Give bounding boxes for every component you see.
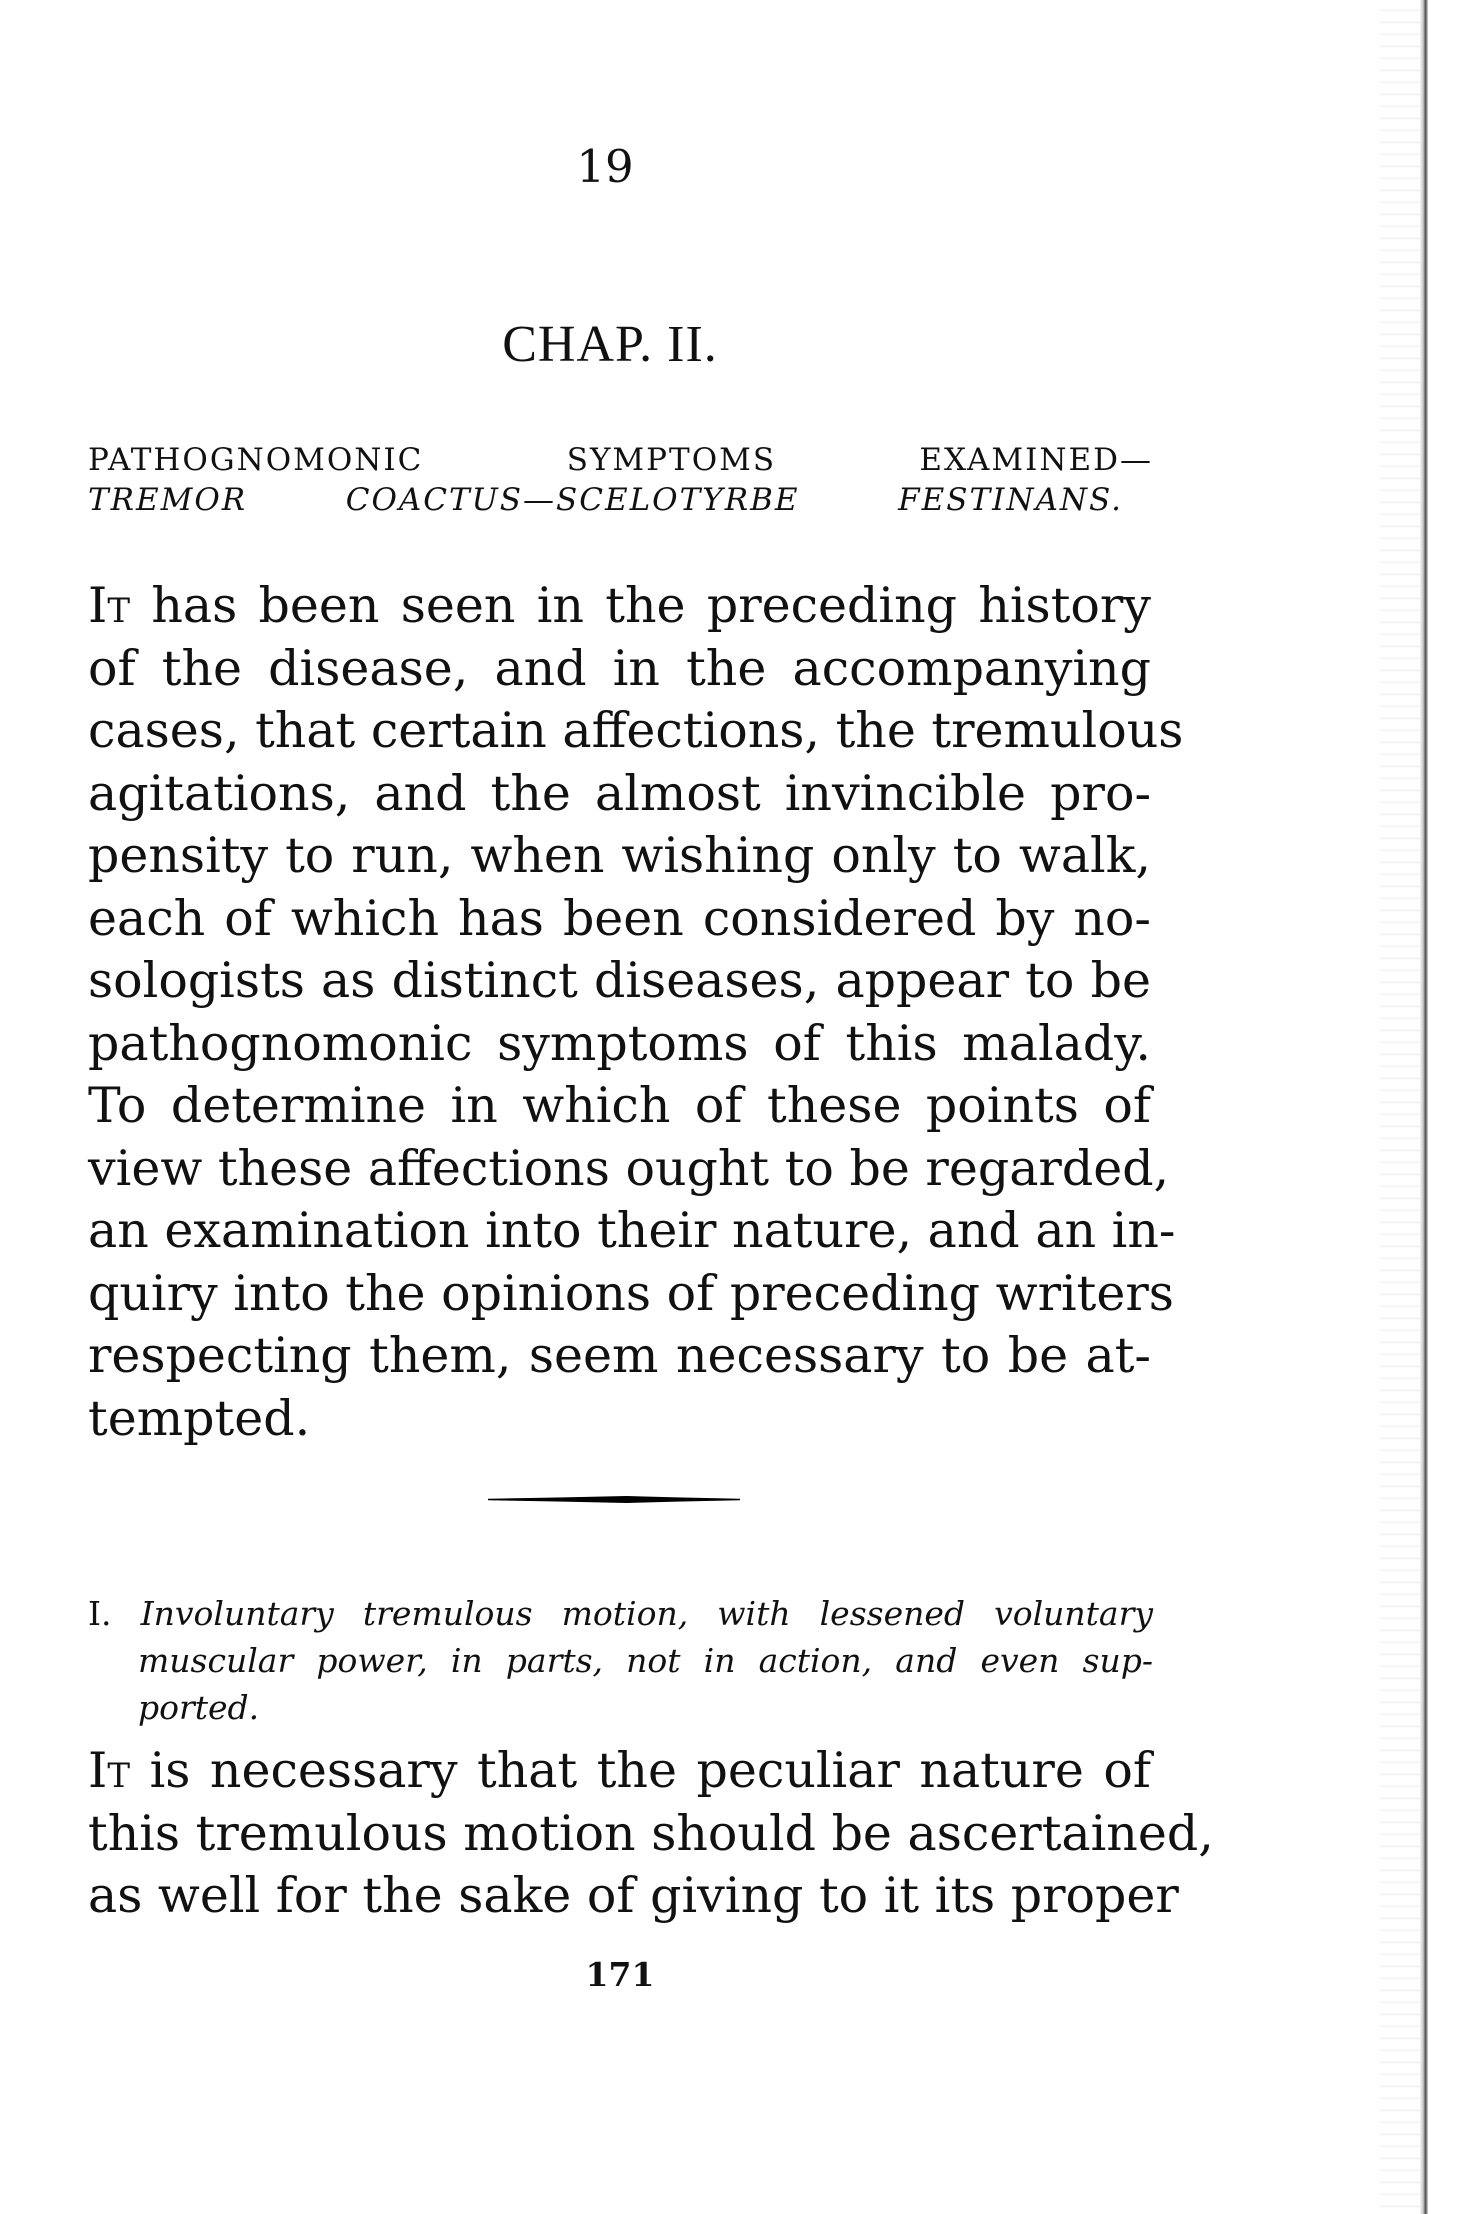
subtitle-word: EXAMINED—: [919, 442, 1153, 478]
subtitle-line-1: [88, 440, 1153, 480]
paragraph-line: this tremulous motion should be ascertained,: [88, 1804, 1214, 1862]
signature-mark: 171: [585, 1955, 655, 1994]
subtitle-word: PATHOGNOMONIC: [88, 442, 424, 478]
page-edge-shadow: [1380, 0, 1420, 2214]
subtitle-word: SYMPTOMS: [566, 442, 777, 478]
paragraph-line: [88, 1740, 1151, 1803]
paragraph-line: of the disease, and in the accompanying: [88, 639, 1151, 697]
paragraph-line: agitations, and the almost invincible pro-: [88, 764, 1151, 822]
paragraph-first-line-rest: has been seen in the preceding history: [130, 577, 1151, 634]
section-heading-line: [88, 1590, 1153, 1637]
paragraph-1: [88, 575, 1184, 1450]
paragraph-line: view these affections ought to be regarded,: [88, 1139, 1170, 1197]
section-number: I.: [88, 1594, 112, 1633]
paragraph-line: as well for the sake of giving to it its proper: [88, 1867, 1179, 1924]
paragraph-line: respecting them, seem necessary to be at-: [88, 1327, 1151, 1384]
paragraph-2: [88, 1740, 1214, 1928]
subtitle-word: TREMOR: [88, 482, 248, 518]
paragraph-lead: It: [88, 1742, 131, 1799]
paragraph-first-line-rest: is necessary that the peculiar nature of: [130, 1742, 1151, 1799]
section-heading-line: muscular power, in parts, not in action, and even sup-: [138, 1641, 1153, 1680]
paragraph-lead: It: [88, 577, 131, 634]
paragraph-line: quiry into the opinions of preceding writers: [88, 1264, 1174, 1322]
page-edge: [1420, 0, 1428, 2214]
chapter-title: CHAP. II.: [502, 316, 718, 373]
paragraph-line: each of which has been considered by no-: [88, 889, 1151, 947]
paragraph-line: pensity to run, when wishing only to walk,: [88, 827, 1151, 884]
section-heading: [88, 1590, 1153, 1731]
subtitle-line-2: [88, 480, 1153, 520]
paragraph-line: sologists as distinct diseases, appear to be: [88, 952, 1151, 1009]
paragraph-line: To determine in which of these points of: [88, 1077, 1151, 1134]
paragraph-line: an examination into their nature, and an in-: [88, 1202, 1176, 1259]
page-number: 19: [576, 140, 634, 193]
paragraph-line: tempted.: [88, 1389, 311, 1447]
section-heading-text: Involuntary tremulous motion, with lessened voluntary: [140, 1594, 1153, 1633]
section-heading-line: ported.: [138, 1688, 260, 1727]
subtitle-word: COACTUS—SCELOTYRBE: [345, 482, 800, 518]
chapter-subtitle: [88, 440, 1153, 520]
paragraph-line: [88, 575, 1151, 638]
section-divider-rule: [488, 1496, 740, 1503]
subtitle-word: FESTINANS.: [898, 482, 1123, 518]
paragraph-line: cases, that certain affections, the tremulous: [88, 702, 1184, 759]
paragraph-line: pathognomonic symptoms of this malady.: [88, 1014, 1151, 1072]
